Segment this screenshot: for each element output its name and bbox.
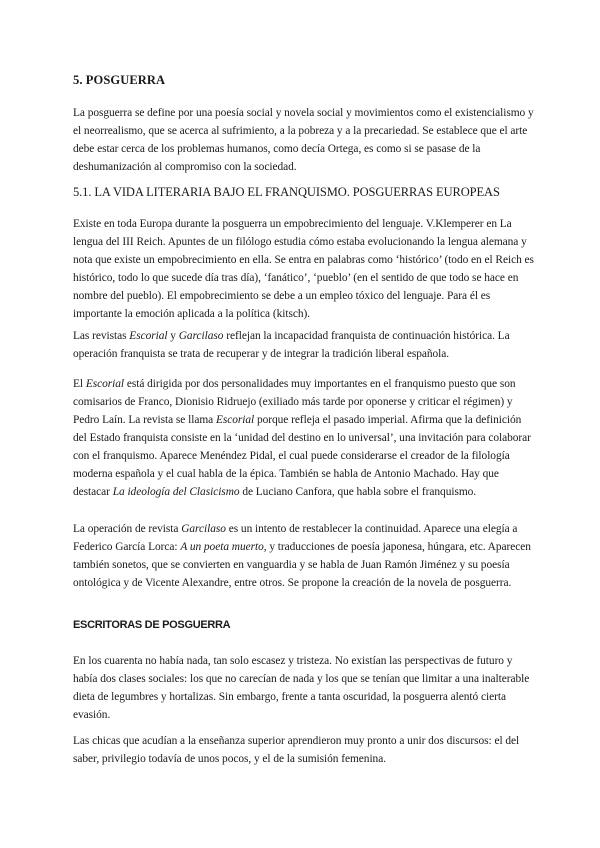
text-run: de Luciano Canfora, que habla sobre el franquismo. <box>239 486 477 498</box>
paragraph-garcilaso <box>73 520 535 592</box>
section-heading-escritoras: ESCRITORAS DE POSGUERRA <box>73 619 231 631</box>
text-run: es un intento de restablecer la continuidad. Aparece una elegía a Federico García Lorca: <box>73 523 518 553</box>
text-run: La operación de revista <box>73 523 182 535</box>
magazine-title-escorial: Escorial <box>215 414 255 426</box>
magazine-title-garcilaso: Garcilaso <box>178 330 224 342</box>
paragraph-posguerra-intro: La posguerra se define por una poesía social y novela social y movimientos como el existencialismo y el neorrealismo, que se acerca al sufrimiento, a la pobreza y a la precariedad. Se establece que el arte debe estar cerca de los problemas humanos, como decía Ortega, es como si se pasase de la deshumanización al compromiso con la sociedad. <box>73 107 534 173</box>
paragraph-escorial <box>73 375 535 501</box>
section-heading-posguerra: 5. POSGUERRA <box>73 73 166 87</box>
paragraph-revistas <box>73 327 535 363</box>
text-run: Las revistas <box>73 330 130 342</box>
text-run: y <box>167 330 179 342</box>
subsection-heading-vida-literaria: 5.1. LA VIDA LITERARIA BAJO EL FRANQUISMO. POSGUERRAS EUROPEAS <box>73 185 500 199</box>
magazine-title-escorial: Escorial <box>129 330 168 342</box>
paragraph-empobrecimiento-lenguaje: Existe en toda Europa durante la posguerra un empobrecimiento del lenguaje. V.Klemperer en La lengua del III Reich. Apuntes de un filólogo estudia cómo estaba evolucionando la lengua alemana y nota que existe un empobrecimiento en ella. Se entra en palabras como ‘histórico’ (todo en el Reich es histórico, todo lo que sucede día tras día), ‘fanático’, ‘pueblo’ (en el sentido de que todo se hace en nombre del pueblo). El empobrecimiento se debe a un empleo tóxico del lenguaje. Para él es importante la emoción aplicada a la política (kitsch). <box>73 218 534 320</box>
magazine-title-escorial: Escorial <box>85 378 125 390</box>
text-run: está dirigida por dos personalidades muy importantes en el franquismo puesto que son comisarios de Franco, Dionisio Ridruejo (exiliado más tarde por oponerse y criticar el régimen) y Pedro Laín. La revista se llama <box>73 378 516 426</box>
text-run: porque refleja el pasado imperial. Afirma que la definición del Estado franquista consiste en la ‘unidad del destino en lo universal’, una invitación para colaborar con el franquismo. Aparece Menéndez Pidal, el cual puede considerarse el creador de la filología moderna española y el cual habla de la épica. También se habla de Antonio Machado. Hay que destacar <box>73 414 531 498</box>
paragraph-los-cuarenta: En los cuarenta no había nada, tan solo escasez y tristeza. No existían las perspectivas de futuro y había dos clases sociales: los que no carecían de nada y los que se tenían que limitar a una inalterable dieta de legumbres y hortalizas. Sin embargo, frente a tanta oscuridad, la posguerra alentó cierta evasión. <box>73 655 530 721</box>
magazine-title-garcilaso: Garcilaso <box>181 523 226 535</box>
paragraph-las-chicas: Las chicas que acudían a la enseñanza superior aprendieron muy pronto a unir dos discursos: el del saber, privilegio todavía de unos pocos, y el de la sumisión femenina. <box>73 735 520 765</box>
text-run: El <box>73 378 86 390</box>
text-run: , y traducciones de poesía japonesa, húngara, etc. Aparecen también sonetos, que se convierten en vanguardia y se habla de Juan Ramón Jiménez y su poesía ontológica y de Vicente Alexandre, entre otros. Se propone la creación de la novela de posguerra. <box>73 541 531 589</box>
text-run: reflejan la incapacidad franquista de continuación histórica. La operación franquista se trata de recuperar y de integrar la tradición liberal española. <box>73 330 510 360</box>
poem-title-a-un-poeta-muerto: A un poeta muerto <box>180 541 264 553</box>
book-title-ideologia-clasicismo: La ideología del Clasicismo <box>112 486 240 498</box>
